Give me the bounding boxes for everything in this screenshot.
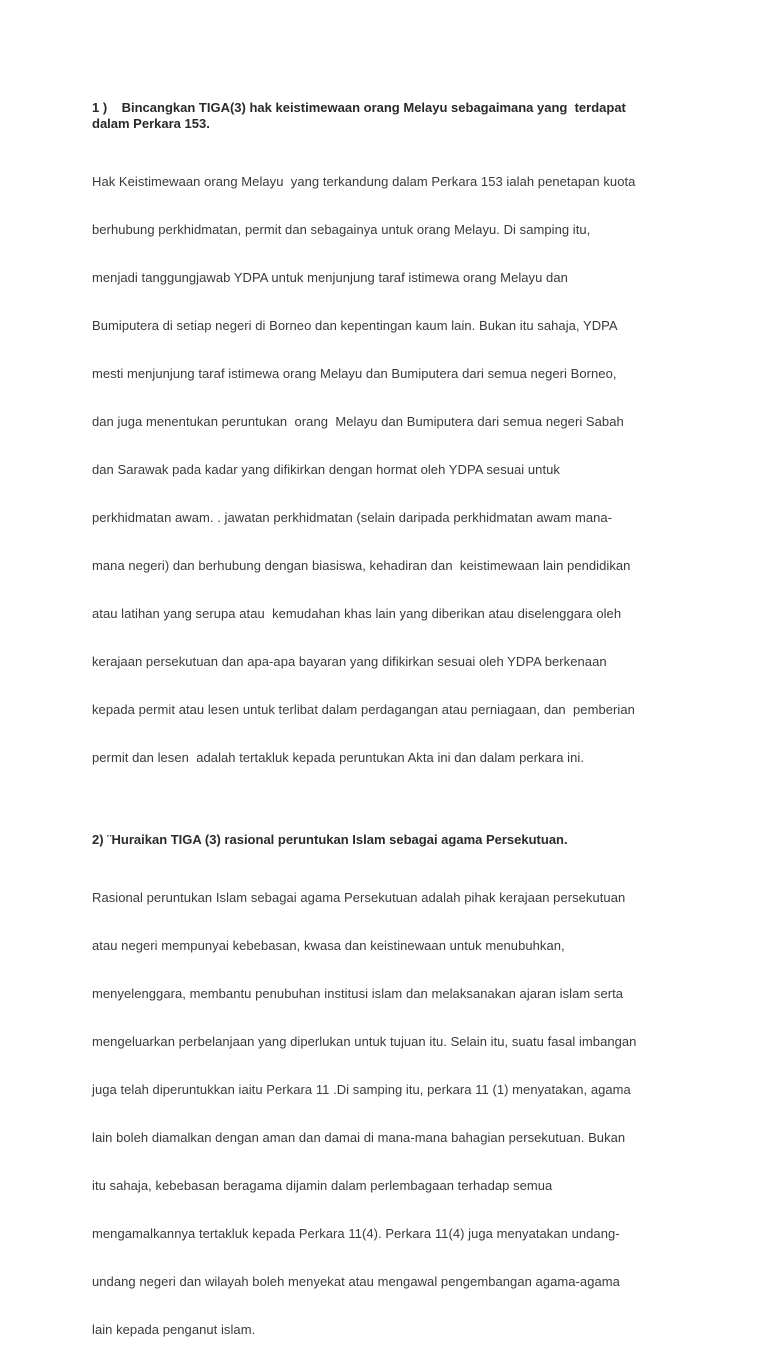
question-1-heading: 1 ) Bincangkan TIGA(3) hak keistimewaan orang Melayu sebagaimana yang terdapat dalam Perkara 153. [92, 100, 626, 131]
answer-1-line: perkhidmatan awam. . jawatan perkhidmatan (selain daripada perkhidmatan awam mana- [92, 510, 613, 525]
answer-2-line: lain kepada penganut islam. [92, 1322, 256, 1337]
answer-2-line: atau negeri mempunyai kebebasan, kwasa dan keistinewaan untuk menubuhkan, [92, 938, 565, 953]
answer-2-line: itu sahaja, kebebasan beragama dijamin dalam perlembagaan terhadap semua [92, 1178, 553, 1193]
answer-2-line: mengamalkannya tertakluk kepada Perkara 11(4). Perkara 11(4) juga menyatakan undang- [92, 1226, 620, 1241]
answer-1-line: berhubung perkhidmatan, permit dan sebagainya untuk orang Melayu. Di samping itu, [92, 222, 591, 237]
answer-1-line: atau latihan yang serupa atau kemudahan khas lain yang diberikan atau diselenggara oleh [92, 606, 622, 621]
answer-1-line: permit dan lesen adalah tertakluk kepada peruntukan Akta ini dan dalam perkara ini. [92, 750, 585, 765]
answer-2-line: undang negeri dan wilayah boleh menyekat atau mengawal pengembangan agama-agama [92, 1274, 620, 1289]
answer-1-line: mesti menjunjung taraf istimewa orang Melayu dan Bumiputera dari semua negeri Borneo, [92, 366, 617, 381]
answer-1-line: dan Sarawak pada kadar yang difikirkan dengan hormat oleh YDPA sesuai untuk [92, 462, 560, 477]
answer-2-line: lain boleh diamalkan dengan aman dan damai di mana-mana bahagian persekutuan. Bukan [92, 1130, 626, 1145]
question-2-heading: 2) ¨Huraikan TIGA (3) rasional peruntukan Islam sebagai agama Persekutuan. [92, 832, 568, 847]
answer-1-paragraph [92, 142, 672, 798]
answer-1-line: Hak Keistimewaan orang Melayu yang terkandung dalam Perkara 153 ialah penetapan kuota [92, 174, 636, 189]
answer-2-line: juga telah diperuntukkan iaitu Perkara 11 .Di samping itu, perkara 11 (1) menyatakan, agama [92, 1082, 631, 1097]
answer-1-line: kepada permit atau lesen untuk terlibat dalam perdagangan atau perniagaan, dan pemberian [92, 702, 635, 717]
answer-1-line: mana negeri) dan berhubung dengan biasiswa, kehadiran dan keistimewaan lain pendidikan [92, 558, 631, 573]
answer-2-line: Rasional peruntukan Islam sebagai agama Persekutuan adalah pihak kerajaan persekutuan [92, 890, 626, 905]
answer-1-line: dan juga menentukan peruntukan orang Melayu dan Bumiputera dari semua negeri Sabah [92, 414, 624, 429]
answer-1-line: kerajaan persekutuan dan apa-apa bayaran yang difikirkan sesuai oleh YDPA berkenaan [92, 654, 607, 669]
answer-1-line: menjadi tanggungjawab YDPA untuk menjunjung taraf istimewa orang Melayu dan [92, 270, 568, 285]
answer-2-line: menyelenggara, membantu penubuhan institusi islam dan melaksanakan ajaran islam serta [92, 986, 624, 1001]
document-body [92, 100, 672, 1370]
answer-2-line: mengeluarkan perbelanjaan yang diperlukan untuk tujuan itu. Selain itu, suatu fasal imbangan [92, 1034, 637, 1049]
answer-2-paragraph [92, 858, 672, 1370]
answer-1-line: Bumiputera di setiap negeri di Borneo dan kepentingan kaum lain. Bukan itu sahaja, YDPA [92, 318, 618, 333]
